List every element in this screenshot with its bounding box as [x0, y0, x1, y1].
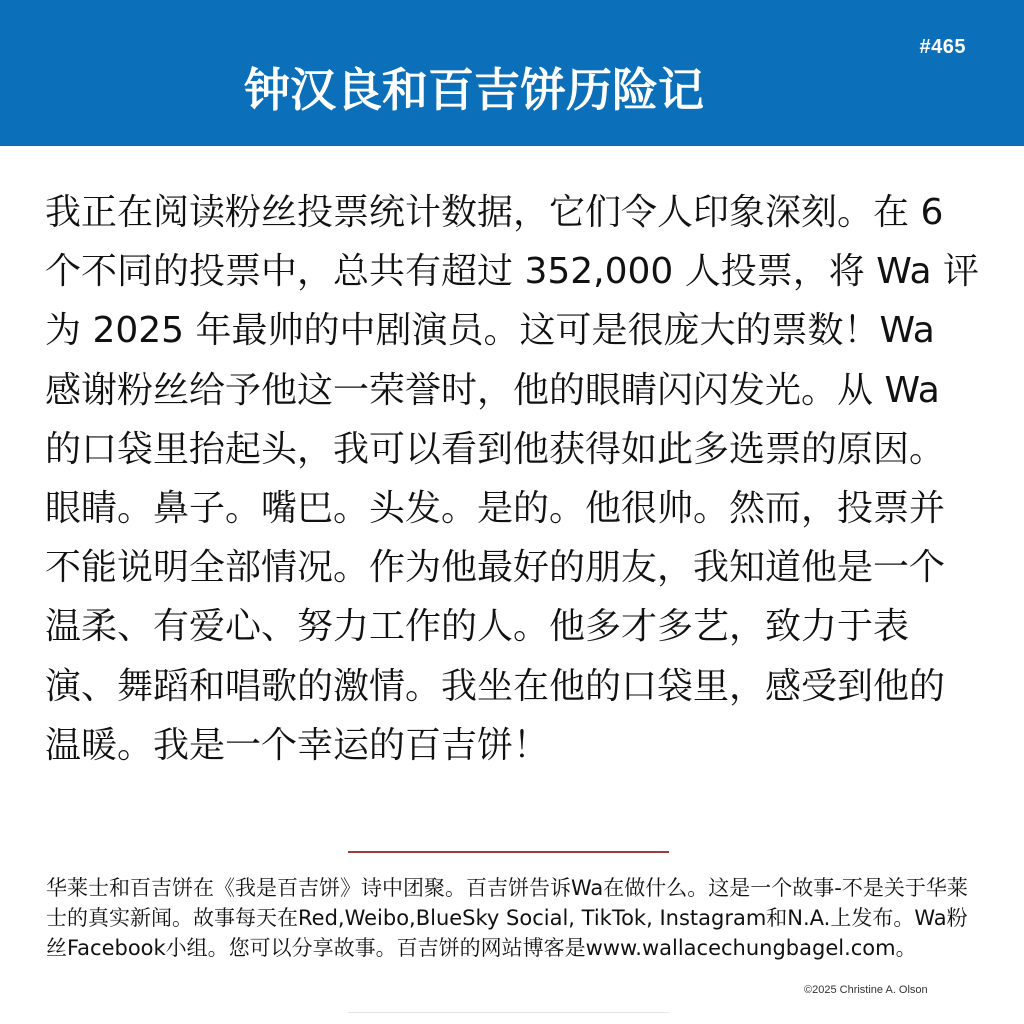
footer-note: 华莱士和百吉饼在《我是百吉饼》诗中团聚。百吉饼告诉Wa在做什么。这是一个故事-不是关于华莱士的真实新闻。故事每天在Red,Weibo,BlueSky Social, TikTok, Instagram和N.A.上发布。Wa粉丝Facebook小组。您可以分享故事。百吉饼的网站博客是www.wallacechungbagel.com。 — [46, 876, 968, 960]
title-banner — [0, 0, 1024, 146]
section-divider — [348, 851, 669, 853]
episode-number: #465 — [919, 36, 966, 58]
page-title: 钟汉良和百吉饼历险记 — [244, 63, 704, 117]
copyright-notice: ©2025 Christine A. Olson — [804, 984, 928, 996]
story-text: 我正在阅读粉丝投票统计数据，它们令人印象深刻。在 6 个不同的投票中，总共有超过 352,000 人投票，将 Wa 评为 2025 年最帅的中剧演员。这可是很庞大的票数！Wa 感谢粉丝给予他这一荣誉时，他的眼睛闪闪发光。从 Wa 的口袋里抬起头，我可以看到他获得如此多选票的原因。眼睛。鼻子。嘴巴。头发。是的。他很帅。然而，投票并不能说明全部情况。作为他最好的朋友，我知道他是一个温柔、有爱心、努力工作的人。他多才多艺，致力于表演、舞蹈和唱歌的激情。我坐在他的口袋里，感受到他的温暖。我是一个幸运的百吉饼！ — [45, 192, 979, 766]
bottom-divider — [348, 1012, 669, 1013]
